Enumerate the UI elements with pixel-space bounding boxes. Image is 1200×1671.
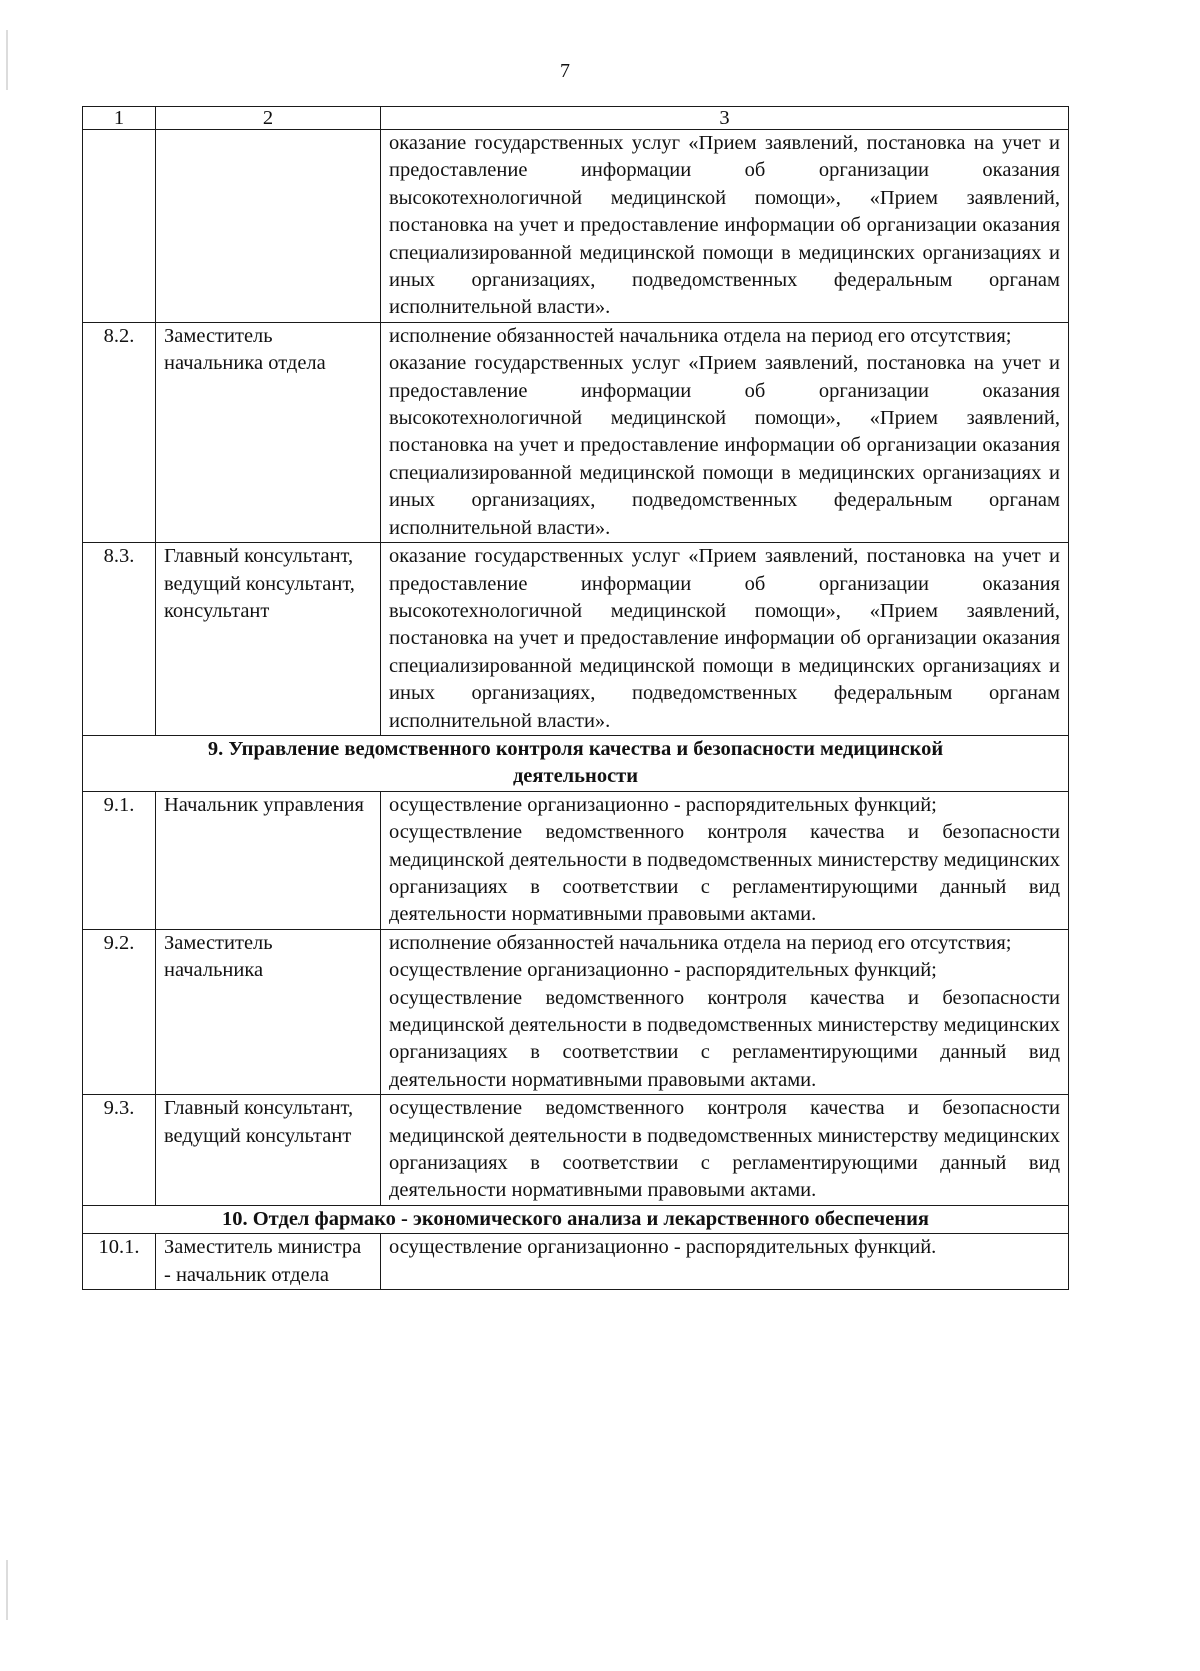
duty-text: осуществление ведомственного контроля качества и безопасности медицинской деятельности в подведомственных министерству медицинских организациях в соответствии с регламентирующими данный вид деятельности нормативными правовыми актами. xyxy=(389,1097,1060,1202)
duty-text: оказание государственных услуг «Прием заявлений, постановка на учет и предоставление информации об организации оказания высокотехнологичной медицинской помощи», «Прием заявлений, постановка на учет и предоставление информации об организации оказания специализированной медицинской помощи в медицинских организациях и иных организациях, подведомственных федеральным органам исполнительной власти». xyxy=(389,545,1060,732)
duty-text: исполнение обязанностей начальника отдела на период его отсутствия; xyxy=(389,324,1012,347)
page-number: 7 xyxy=(560,60,570,82)
row-number-cell: 8.2. xyxy=(83,322,156,542)
scan-edge-mark xyxy=(6,1560,8,1620)
column-header-1: 1 xyxy=(83,107,156,130)
duties-cell xyxy=(381,1234,1069,1290)
duty-text: оказание государственных услуг «Прием заявлений, постановка на учет и предоставление информации об организации оказания высокотехнологичной медицинской помощи», «Прием заявлений, постановка на учет и предоставление информации об организации оказания специализированной медицинской помощи в медицинских организациях и иных организациях, подведомственных федеральным органам исполнительной власти». xyxy=(389,132,1060,319)
section-heading-row xyxy=(83,1205,1069,1233)
position-cell: Начальник управления xyxy=(156,791,381,929)
row-number-cell xyxy=(83,130,156,323)
row-number-cell: 9.2. xyxy=(83,929,156,1094)
section-heading-row xyxy=(83,735,1069,791)
row-number-cell: 8.3. xyxy=(83,543,156,736)
column-header-2: 2 xyxy=(156,107,381,130)
table-row xyxy=(83,130,1069,323)
duties-cell xyxy=(381,791,1069,929)
duty-text: осуществление организационно - распорядительных функций. xyxy=(389,1236,937,1259)
duty-text: оказание государственных услуг «Прием заявлений, постановка на учет и предоставление информации об организации оказания высокотехнологичной медицинской помощи», «Прием заявлений, постановка на учет и предоставление информации об организации оказания специализированной медицинской помощи в медицинских организациях и иных организациях, подведомственных федеральным органам исполнительной власти». xyxy=(389,352,1060,539)
section-heading: 9. Управление ведомственного контроля качества и безопасности медицинской деятельности xyxy=(83,735,1069,791)
duty-text: осуществление организационно - распорядительных функций; xyxy=(389,959,937,982)
position-cell: Заместитель начальника xyxy=(156,929,381,1094)
duty-text: осуществление ведомственного контроля качества и безопасности медицинской деятельности в подведомственных министерству медицинских организациях в соответствии с регламентирующими данный вид деятельности нормативными правовыми актами. xyxy=(389,821,1060,926)
position-cell: Главный консультант, ведущий консультант, консультант xyxy=(156,543,381,736)
table-header-row xyxy=(83,107,1069,130)
duties-cell xyxy=(381,322,1069,542)
table-row xyxy=(83,791,1069,929)
position-cell: Главный консультант, ведущий консультант xyxy=(156,1095,381,1206)
duty-text: осуществление ведомственного контроля качества и безопасности медицинской деятельности в подведомственных министерству медицинских организациях в соответствии с регламентирующими данный вид деятельности нормативными правовыми актами. xyxy=(389,986,1060,1091)
duties-cell xyxy=(381,543,1069,736)
table-row xyxy=(83,929,1069,1094)
duties-cell xyxy=(381,130,1069,323)
row-number-cell: 9.1. xyxy=(83,791,156,929)
duty-text: осуществление организационно - распорядительных функций; xyxy=(389,793,937,816)
table-row xyxy=(83,543,1069,736)
row-number-cell: 9.3. xyxy=(83,1095,156,1206)
position-cell xyxy=(156,130,381,323)
column-header-3: 3 xyxy=(381,107,1069,130)
duties-cell xyxy=(381,929,1069,1094)
duties-table xyxy=(82,106,1069,1290)
duty-text: исполнение обязанностей начальника отдела на период его отсутствия; xyxy=(389,931,1012,954)
section-heading: 10. Отдел фармако - экономического анализа и лекарственного обеспечения xyxy=(83,1205,1069,1233)
table-row xyxy=(83,1095,1069,1206)
position-cell: Заместитель начальника отдела xyxy=(156,322,381,542)
duties-cell xyxy=(381,1095,1069,1206)
table-row xyxy=(83,322,1069,542)
table-row xyxy=(83,1234,1069,1290)
row-number-cell: 10.1. xyxy=(83,1234,156,1290)
position-cell: Заместитель министра - начальник отдела xyxy=(156,1234,381,1290)
